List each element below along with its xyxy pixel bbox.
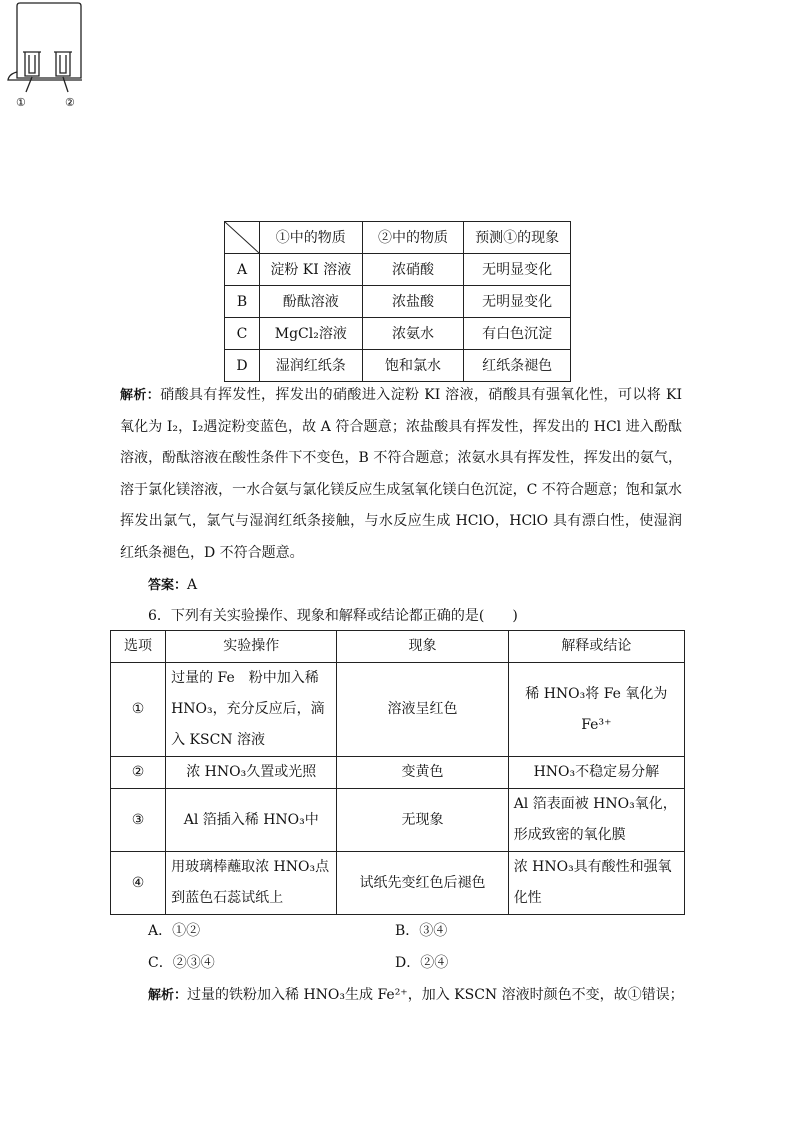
- table-cell: 浓硝酸: [362, 254, 464, 286]
- answer-tag: 答案：: [148, 578, 188, 593]
- table-row: [111, 852, 685, 915]
- analysis-text: 过量的铁粉加入稀 HNO₃生成 Fe²⁺，加入 KSCN 溶液时颜色不变，故①错误；: [187, 987, 684, 1003]
- analysis-tag: 解析：: [148, 988, 188, 1003]
- table-cell: A: [225, 254, 260, 286]
- table-cell: 溶液呈红色: [337, 663, 508, 757]
- table-cell: MgCl₂溶液: [260, 318, 363, 350]
- label-1: ①: [16, 96, 26, 109]
- table-cell: B: [225, 286, 260, 318]
- table-cell: ③: [111, 789, 166, 852]
- answer-line: [148, 573, 197, 598]
- table-cell: 无明显变化: [464, 254, 571, 286]
- table-row: [225, 350, 571, 382]
- table-cell: HNO₃不稳定易分解: [508, 757, 684, 789]
- table-cell: D: [225, 350, 260, 382]
- bell-jar: [17, 3, 81, 78]
- table-row: [225, 254, 571, 286]
- analysis-paragraph-2: [148, 983, 684, 1008]
- column-header: 实验操作: [166, 631, 337, 663]
- table-cell: Al 箔插入稀 HNO₃中: [166, 789, 337, 852]
- table-cell: ④: [111, 852, 166, 915]
- table-cell: 用玻璃棒蘸取浓 HNO₃点到蓝色石蕊试纸上: [166, 852, 337, 915]
- table-cell: 浓盐酸: [362, 286, 464, 318]
- table-cell: 过量的 Fe 粉中加入稀 HNO₃，充分反应后，滴入 KSCN 溶液: [166, 663, 337, 757]
- table-cell: ①: [111, 663, 166, 757]
- question-6: 6．下列有关实验操作、现象和解释或结论都正确的是( ): [148, 608, 518, 624]
- table-cell: 浓 HNO₃久置或光照: [166, 757, 337, 789]
- table-cell: 无明显变化: [464, 286, 571, 318]
- table-cell: Al 箔表面被 HNO₃氧化，形成致密的氧化膜: [508, 789, 684, 852]
- table-header-row: [111, 631, 685, 663]
- analysis-text: 硝酸具有挥发性，挥发出的硝酸进入淀粉 KI 溶液，硝酸具有强氧化性，可以将 KI 氧化为 I₂，I₂遇淀粉变蓝色，故 A 符合题意；浓盐酸具有挥发性，挥发出的 HCl 进入酚酞溶液，酚酞溶液在酸性条件下不变色，B 不符合题意；浓氨水具有挥发性，挥发出的氨气，溶于氯化镁溶液，一水合氨与氯化镁反应生成氢氧化镁白色沉淀，C 不符合题意；饱和氯水挥发出氯气，氯气与湿润红纸条接触，与水反应生成 HClO，HClO 具有漂白性，使湿润红纸条褪色，D 不符合题意。: [120, 387, 682, 561]
- table-cell: 红纸条褪色: [464, 350, 571, 382]
- diagonal-corner-cell: [225, 222, 260, 254]
- table-cell: 无现象: [337, 789, 508, 852]
- column-header: 预测①的现象: [464, 222, 571, 254]
- table-cell: 湿润红纸条: [260, 350, 363, 382]
- table-cell: 试纸先变红色后褪色: [337, 852, 508, 915]
- table-row: [111, 663, 685, 757]
- apparatus-figure: [0, 0, 90, 112]
- table-cell: 变黄色: [337, 757, 508, 789]
- table-row: [111, 757, 685, 789]
- table-cell: 浓 HNO₃具有酸性和强氧化性: [508, 852, 684, 915]
- answer-value: A: [187, 577, 198, 593]
- label-2: ②: [65, 96, 75, 109]
- table-cell: 浓氨水: [362, 318, 464, 350]
- table-cell: 稀 HNO₃将 Fe 氧化为 Fe³⁺: [508, 663, 684, 757]
- table-row: [111, 789, 685, 852]
- option-a[interactable]: A．①②: [148, 923, 201, 939]
- experiment-table: [110, 630, 685, 915]
- table-cell: 饱和氯水: [362, 350, 464, 382]
- prediction-table: [224, 221, 571, 382]
- option-b[interactable]: B．③④: [395, 923, 448, 939]
- table-cell: ②: [111, 757, 166, 789]
- analysis-tag: 解析：: [120, 388, 161, 403]
- table-row: [225, 286, 571, 318]
- column-header: ②中的物质: [362, 222, 464, 254]
- table-cell: 有白色沉淀: [464, 318, 571, 350]
- column-header: ①中的物质: [260, 222, 363, 254]
- table-row: [225, 318, 571, 350]
- column-header: 现象: [337, 631, 508, 663]
- table-cell: C: [225, 318, 260, 350]
- table-cell: 酚酞溶液: [260, 286, 363, 318]
- option-d[interactable]: D．②④: [395, 955, 449, 971]
- table-header-row: [225, 222, 571, 254]
- analysis-paragraph-1: [120, 380, 682, 569]
- option-c[interactable]: C．②③④: [148, 955, 215, 971]
- column-header: 选项: [111, 631, 166, 663]
- table-cell: 淀粉 KI 溶液: [260, 254, 363, 286]
- column-header: 解释或结论: [508, 631, 684, 663]
